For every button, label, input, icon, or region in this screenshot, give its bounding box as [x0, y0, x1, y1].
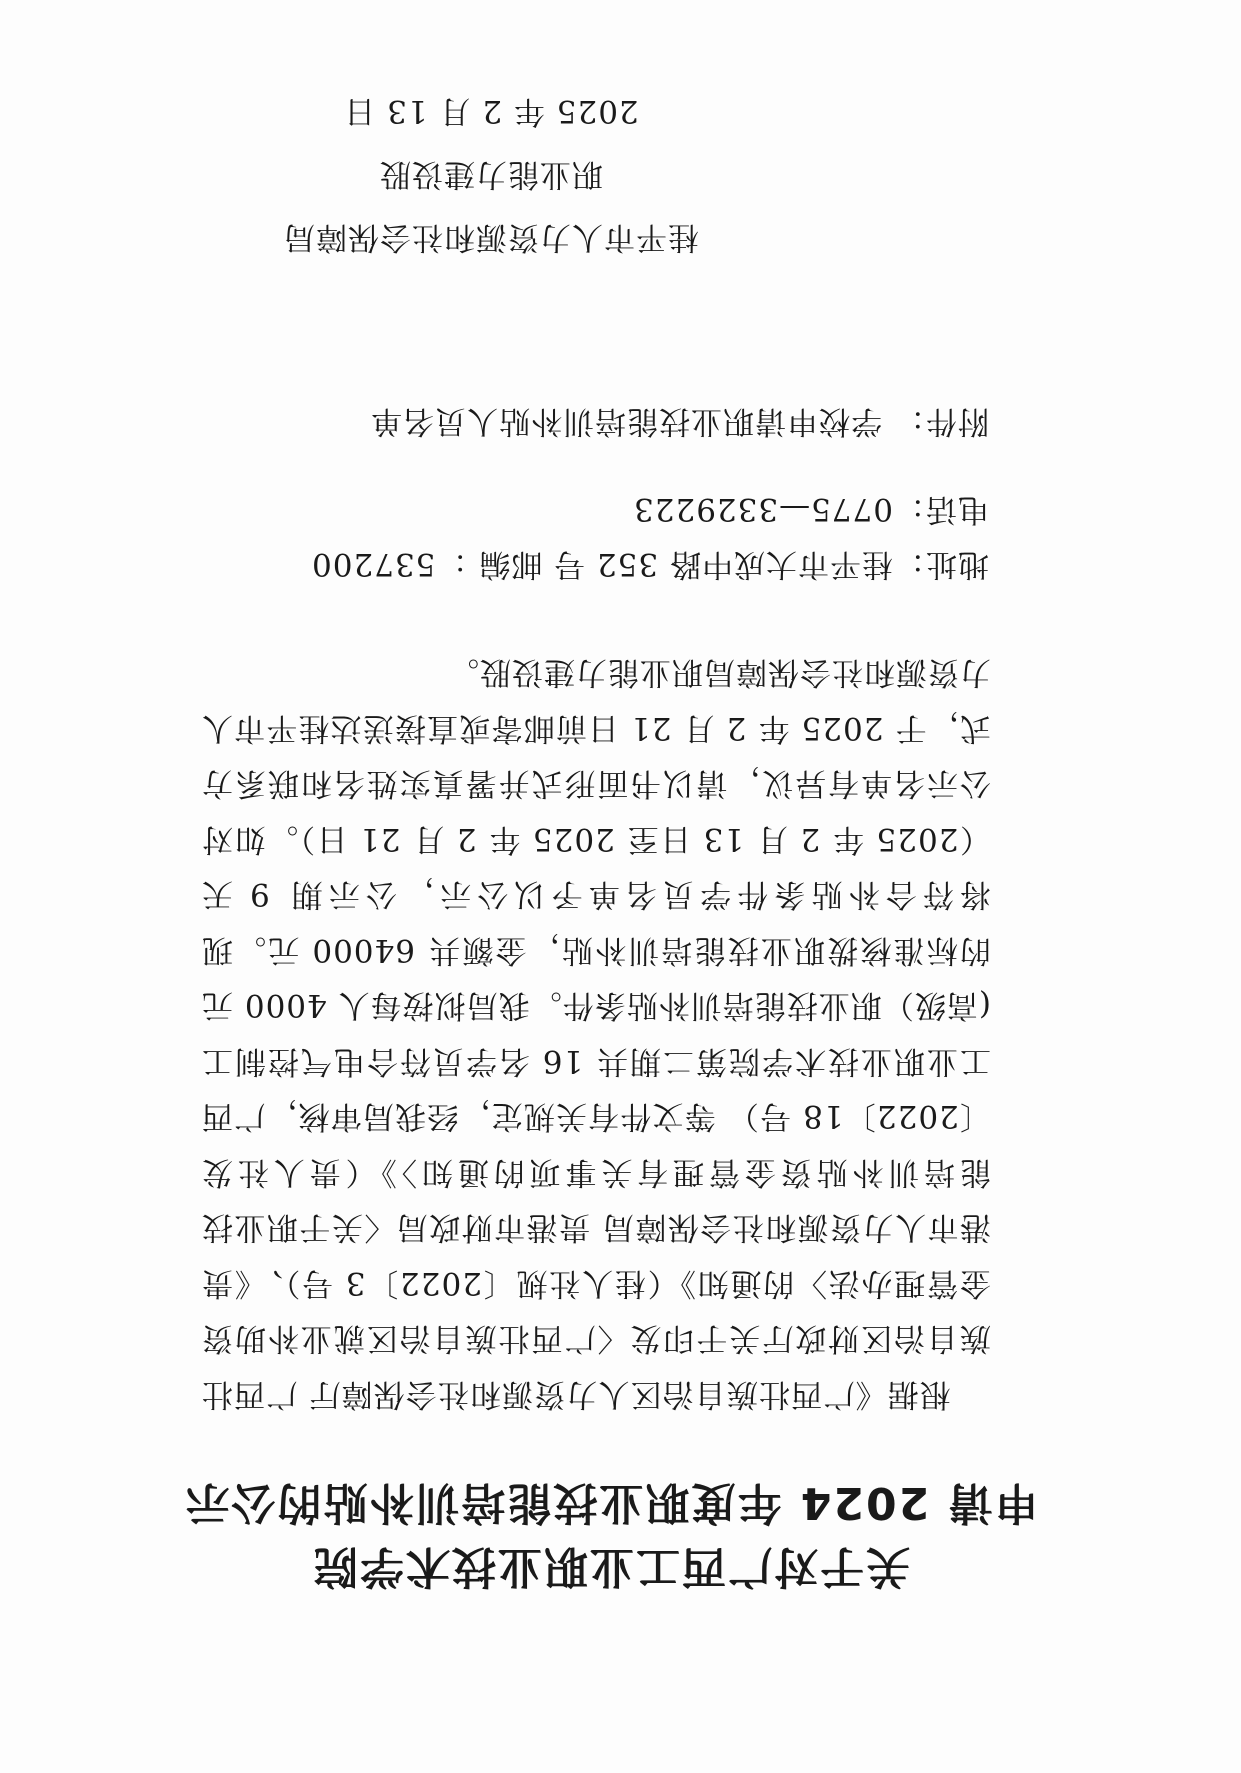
attachment-line: 附件： 学校申请职业技能培训补贴人员名单: [370, 403, 989, 439]
title-line-2: 申请 2024 年度职业技能培训补贴的公示: [183, 1477, 1039, 1528]
contact-address: 地址：桂平市大成中路 352 号 邮编 ：537200: [311, 546, 989, 582]
body-paragraph: 根据《广西壮族自治区人力资源和社会保障厅 广西壮族自治区财政厅关于印发〈广西壮族自治区就业补助资金管理办法〉的通知》（桂人社规〔2022〕3 号）、《贵港市人力资源和社会保障局 贵港市财政局〈关于职业技能培训补贴资金管理有关事项的通知〉》（贵人社发〔2022〕18 号） 等文件有关规定，经我局审核，广西工业职业技术学院第二期共 16 名学员符合电气控制工(高级）职业技能培训补贴条件。我局拟按每人 4000 元的标准核拨职业技能培训补贴，金额共 64000 元。现将符合补贴条件学员名单予以公示，公示期 9 天（2025 年 2 月 13 日至 2025 年 2 月 21 日）。如对公示名单有异议，请以书面形式并署真实姓名和联系方式，于 2025 年 2 月 21 日前邮寄或直接送达桂平市人力资源和社会保障局职业能力建设股。: [201, 654, 991, 1412]
contact-phone: 电话：0775—3329223: [633, 491, 989, 527]
signoff-date: 2025 年 2 月 13 日: [343, 93, 639, 129]
signoff-dept: 职业能力建设股: [379, 156, 603, 192]
title-line-1: 关于对广西工业职业技术学院: [312, 1541, 910, 1592]
body-text: [201, 644, 991, 1421]
document-title: [111, 1470, 1111, 1598]
signoff-org: 桂平市人力资源和社会保障局: [283, 219, 699, 255]
